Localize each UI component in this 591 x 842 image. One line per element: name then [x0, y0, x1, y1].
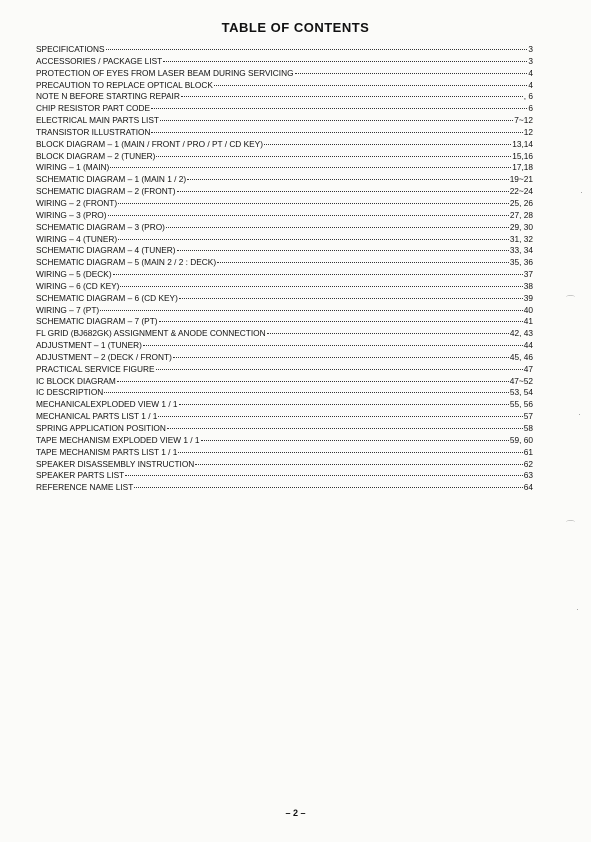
toc-entry-title: WIRING – 4 (TUNER)	[36, 233, 118, 244]
toc-entry-title: SCHEMATIC DIAGRAM – 2 (FRONT)	[36, 186, 176, 197]
toc-entry-page: 37	[523, 269, 533, 280]
dot-leader	[120, 286, 522, 287]
toc-entry-page: 29, 30	[509, 221, 533, 232]
dot-leader	[113, 274, 523, 275]
toc-entry-page: 33, 34	[509, 245, 533, 256]
toc-entry	[36, 234, 533, 246]
toc-entry	[36, 186, 533, 198]
toc-entry	[36, 151, 533, 163]
toc-entry	[36, 269, 533, 281]
toc-entry	[36, 364, 533, 376]
dot-leader	[181, 96, 523, 97]
toc-entry	[36, 162, 533, 174]
toc-entry-title: WIRING – 5 (DECK)	[36, 269, 112, 280]
toc-entry-page: 55, 56	[509, 399, 533, 410]
toc-entry-page: 64	[523, 482, 533, 493]
toc-entry-page: 47~52	[509, 375, 533, 386]
toc-entry-title: SPRING APPLICATION POSITION	[36, 423, 166, 433]
dot-leader	[125, 475, 523, 476]
toc-entry-page: 3	[528, 55, 533, 66]
toc-entry	[36, 352, 533, 364]
dot-leader	[156, 369, 523, 370]
toc-entry-title: CHIP RESISTOR PART CODE	[36, 103, 151, 114]
toc-entry-page: 42, 43	[509, 328, 533, 339]
toc-entry-page: 57	[523, 411, 533, 422]
toc-entry-title: MECHANICALEXPLODED VIEW 1 / 1	[36, 399, 178, 410]
toc-entry	[36, 328, 533, 340]
toc-entry-page: 25, 26	[509, 197, 533, 208]
toc-entry	[36, 257, 533, 269]
toc-entry-title: TAPE MECHANISM EXPLODED VIEW 1 / 1	[36, 434, 200, 445]
toc-entry-title: SPEAKER DISASSEMBLY INSTRUCTION	[36, 458, 195, 469]
toc-entry-title: IC BLOCK DIAGRAM	[36, 375, 116, 386]
toc-entry	[36, 459, 533, 471]
toc-entry	[36, 44, 533, 56]
toc-entry	[36, 447, 533, 459]
toc-entry	[36, 139, 533, 151]
toc-entry-title: MECHANICAL PARTS LIST 1 / 1	[36, 411, 158, 422]
toc-entry	[36, 316, 533, 328]
scan-mark: ⌒	[566, 520, 576, 530]
toc-entry-page: 17,18	[512, 162, 533, 173]
dot-leader	[160, 120, 513, 121]
dot-leader	[201, 440, 509, 441]
dot-leader	[166, 227, 509, 228]
toc-entry-page: 15,16	[512, 150, 533, 161]
toc-entry	[36, 222, 533, 234]
toc-entry-page: 13,14	[512, 138, 533, 149]
toc-entry-page: 12	[523, 126, 533, 137]
dot-leader	[167, 428, 523, 429]
dot-leader	[267, 333, 509, 334]
dot-leader	[214, 85, 527, 86]
toc-entry	[36, 387, 533, 399]
toc-entry-title: SCHEMATIC DIAGRAM – 5 (MAIN 2 / 2 : DECK)	[36, 257, 217, 268]
toc-entry-title: WIRING – 6 (CD KEY)	[36, 280, 120, 291]
dot-leader	[187, 179, 509, 180]
toc-entry-title: BLOCK DIAGRAM – 1 (MAIN / FRONT / PRO / PT / CD KEY)	[36, 138, 263, 149]
dot-leader	[108, 215, 509, 216]
toc-entry-title: PRACTICAL SERVICE FIGURE	[36, 363, 155, 374]
toc-entry	[36, 80, 533, 92]
dot-leader	[106, 49, 528, 50]
scan-mark: ·	[578, 409, 581, 419]
dot-leader	[151, 132, 522, 133]
toc-entry-page: 31, 32	[509, 233, 533, 244]
toc-entry	[36, 115, 533, 127]
toc-entry-page: 7~12	[514, 115, 533, 126]
toc-entry-page: 45, 46	[509, 351, 533, 362]
toc-entry	[36, 198, 533, 210]
dot-leader	[179, 404, 509, 405]
toc-entry-page: 61	[523, 446, 533, 457]
dot-leader	[110, 167, 511, 168]
toc-entry	[36, 399, 533, 411]
toc-entry-title: WIRING – 2 (FRONT)	[36, 197, 118, 208]
dot-leader	[134, 487, 522, 488]
toc-entry-page: 44	[523, 340, 533, 351]
toc-entry-title: TRANSISTOR ILLUSTRATION	[36, 126, 151, 137]
toc-entry-page: 41	[523, 316, 533, 327]
toc-entry-title: PRECAUTION TO REPLACE OPTICAL BLOCK	[36, 79, 213, 90]
dot-leader	[143, 345, 523, 346]
toc-entry-page: 38	[523, 280, 533, 291]
toc-entry-page: 53, 54	[509, 387, 533, 398]
scan-mark: ·	[576, 604, 579, 614]
dot-leader	[178, 452, 522, 453]
toc-entry	[36, 281, 533, 293]
toc-entry-title: ADJUSTMENT – 1 (TUNER)	[36, 340, 142, 351]
toc-entry-title: SCHEMATIC DIAGRAM – 4 (TUNER)	[36, 245, 176, 256]
toc-entry	[36, 174, 533, 186]
toc-entry-title: NOTE N BEFORE STARTING REPAIR	[36, 91, 180, 102]
toc-entry-page: 6	[528, 103, 533, 114]
dot-leader	[118, 203, 509, 204]
dot-leader	[179, 298, 523, 299]
toc-entry-page: 35, 36	[509, 257, 533, 268]
toc-entry-title: SPECIFICATIONS	[36, 44, 105, 54]
toc-entry	[36, 340, 533, 352]
dot-leader	[177, 191, 509, 192]
toc-entry-title: ACCESSORIES / PACKAGE LIST	[36, 55, 163, 66]
dot-leader	[295, 73, 528, 74]
toc-entry-page: 4	[528, 67, 533, 78]
dot-leader	[177, 250, 509, 251]
toc-entry	[36, 376, 533, 388]
toc-entry	[36, 293, 533, 305]
toc-entry	[36, 482, 533, 494]
page-title: TABLE OF CONTENTS	[221, 20, 370, 35]
toc-entry-title: REFERENCE NAME LIST	[36, 482, 134, 493]
toc-entry-page: 39	[523, 292, 533, 303]
toc-entry-title: SCHEMATIC DIAGRAM – 1 (MAIN 1 / 2)	[36, 174, 187, 185]
toc-entry-page: 4	[528, 79, 533, 90]
dot-leader	[100, 310, 523, 311]
toc-entry	[36, 423, 533, 435]
dot-leader	[151, 108, 527, 109]
dot-leader	[195, 464, 522, 465]
toc-entry-title: SCHEMATIC DIAGRAM – 7 (PT)	[36, 316, 158, 327]
dot-leader	[158, 416, 522, 417]
toc-entry	[36, 411, 533, 423]
scan-mark: ⌒	[566, 295, 576, 305]
toc-entry-title: SPEAKER PARTS LIST	[36, 470, 125, 481]
toc-entry-title: PROTECTION OF EYES FROM LASER BEAM DURING SERVICING	[36, 67, 294, 78]
toc-entry-title: IC DESCRIPTION	[36, 387, 104, 398]
toc-entry-page: 3	[528, 44, 533, 54]
scan-mark: ·	[580, 187, 583, 197]
dot-leader	[163, 61, 527, 62]
toc-entry-page: 62	[523, 458, 533, 469]
dot-leader	[173, 357, 509, 358]
toc-entry	[36, 103, 533, 115]
toc-entry-title: SCHEMATIC DIAGRAM – 3 (PRO)	[36, 221, 165, 232]
toc-entry-title: ELECTRICAL MAIN PARTS LIST	[36, 115, 159, 126]
toc-entry	[36, 470, 533, 482]
page-number: – 2 –	[285, 808, 306, 818]
toc-entry	[36, 245, 533, 257]
toc-entry-title: WIRING – 7 (PT)	[36, 304, 100, 315]
toc-entry	[36, 435, 533, 447]
toc-entry	[36, 210, 533, 222]
toc-entry	[36, 68, 533, 80]
toc-entry	[36, 305, 533, 317]
toc-entry-title: BLOCK DIAGRAM – 2 (TUNER)	[36, 150, 156, 161]
toc-entry-page: 63	[523, 470, 533, 481]
toc-entry-page: 19~21	[509, 174, 533, 185]
toc-entry-page: 27, 28	[509, 209, 533, 220]
toc-entry-page: 47	[523, 363, 533, 374]
dot-leader	[156, 156, 511, 157]
toc-entry-title: FL GRID (BJ682GK) ASSIGNMENT & ANODE CONNECTION	[36, 328, 266, 339]
toc-entry	[36, 91, 533, 103]
dot-leader	[264, 144, 511, 145]
dot-leader	[104, 392, 509, 393]
toc-entry-page: 59, 60	[509, 434, 533, 445]
toc-entry-page: , 6	[523, 91, 533, 102]
toc-entry-page: 58	[523, 423, 533, 433]
toc-entry-title: ADJUSTMENT – 2 (DECK / FRONT)	[36, 351, 172, 362]
dot-leader	[217, 262, 509, 263]
dot-leader	[159, 321, 523, 322]
table-of-contents	[36, 44, 533, 494]
toc-entry	[36, 127, 533, 139]
toc-entry-page: 22~24	[509, 186, 533, 197]
toc-entry-title: WIRING – 1 (MAIN)	[36, 162, 110, 173]
dot-leader	[117, 381, 509, 382]
toc-entry-page: 40	[523, 304, 533, 315]
toc-entry-title: SCHEMATIC DIAGRAM – 6 (CD KEY)	[36, 292, 178, 303]
dot-leader	[118, 239, 509, 240]
toc-entry-title: WIRING – 3 (PRO)	[36, 209, 107, 220]
toc-entry	[36, 56, 533, 68]
toc-entry-title: TAPE MECHANISM PARTS LIST 1 / 1	[36, 446, 178, 457]
